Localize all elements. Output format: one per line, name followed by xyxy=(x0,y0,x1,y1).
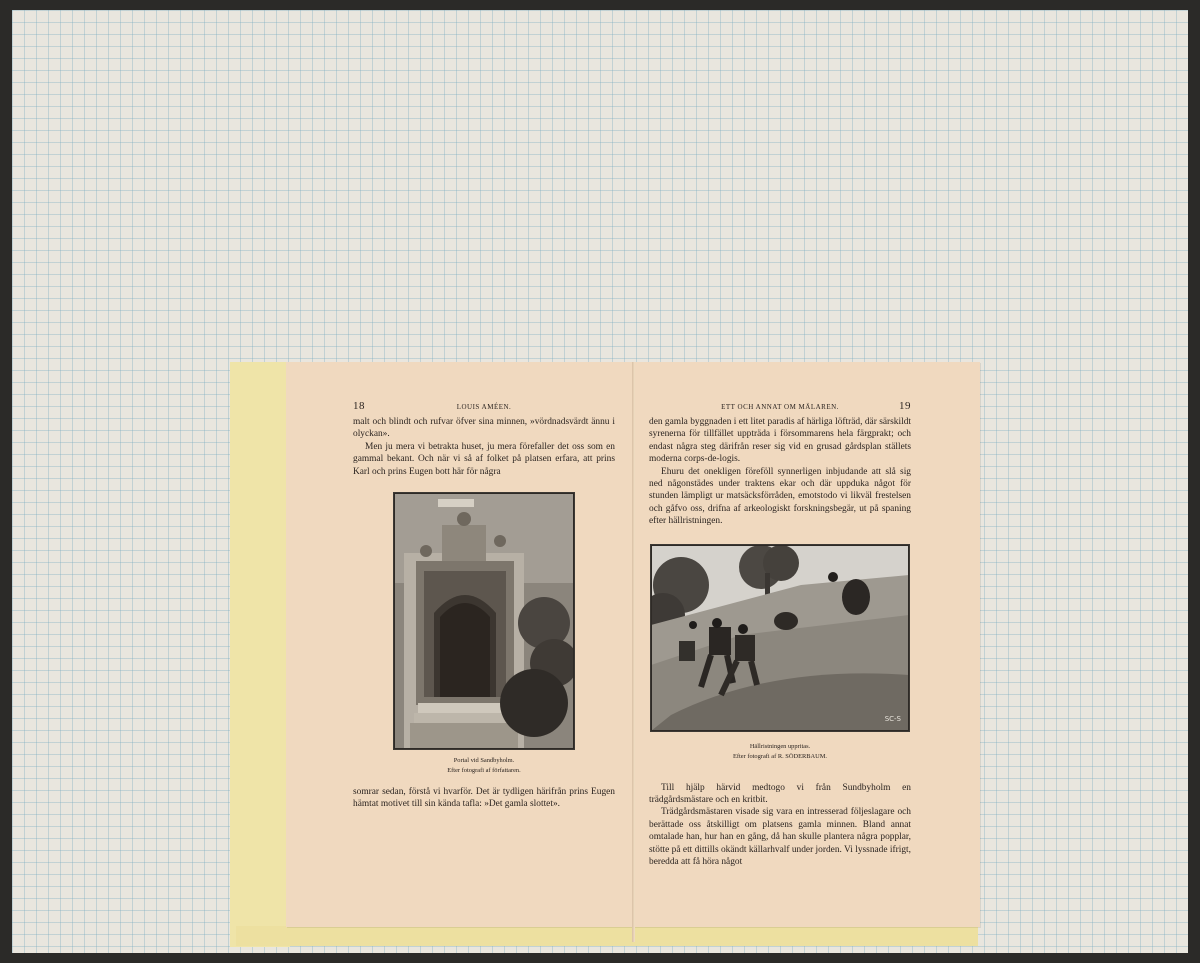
running-head: LOUIS AMÉEN. xyxy=(456,403,512,411)
right-page-header xyxy=(649,400,911,416)
caption-title: Portal vid Sandbyholm. xyxy=(453,757,515,765)
paragraph: Ehuru det onekligen föreföll synnerligen inbjudande att slå sig ned någonstädes under traktens ekar och där uppduka något för stunden lämpligt ur matsäcksförråden, emotstodo vi likväl frestelsen och gåfvo oss, drifna af arkeologiskt forskningsbegär, ut på spaning efter hällristningen. xyxy=(649,466,911,527)
caption-credit: Efter fotografi af författaren. xyxy=(447,767,521,775)
page-fold xyxy=(632,362,635,942)
photographer-signature: SC-S xyxy=(884,715,901,724)
paragraph: Trädgårdsmästaren visade sig vara en intresserad följeslagare och berättade oss åtskilligt om platsens gamla minnen. Bland annat omtalade han, hur han en gång, då han skulle plantera några popplar, stötte på ett dittills okändt källarhvalf under jorden. Vi lyssnade ifrigt, beredda att få höra något xyxy=(649,807,911,868)
caption-credit: Efter fotografi af R. SÖDERBAUM. xyxy=(732,752,828,760)
paragraph: den gamla byggnaden i ett litet paradis af härliga löfträd, där särskildt syrenerna för tillfället uppträda i försommarens hela färgprakt; och endast några steg därifrån reser sig vid en grusad gårdsplan ställets moderna corps-de-logis. xyxy=(649,417,911,465)
rock-carving-photo-illustration xyxy=(651,545,909,731)
photo-rock-carving xyxy=(650,544,910,732)
right-page xyxy=(649,400,911,869)
photo-portal xyxy=(393,492,575,750)
paragraph: malt och blindt och rufvar öfver sina minnen, »vördnadsvärdt ännu i olyckan». xyxy=(353,417,615,440)
mounting-strip-bottom xyxy=(236,926,978,946)
page-number: 19 xyxy=(898,400,911,412)
figure-caption xyxy=(649,742,911,762)
mounting-strip xyxy=(230,362,290,947)
portal-photo-illustration xyxy=(394,493,574,749)
left-page xyxy=(353,400,615,811)
paragraph: somrar sedan, förstå vi hvarför. Det är tydligen härifrån prins Eugen hämtat motivet till sin kända tafla: »Det gamla slottet». xyxy=(353,787,615,810)
page-number: 18 xyxy=(353,400,365,412)
paragraph: Men ju mera vi betrakta huset, ju mera förefaller det oss som en gammal bekant. Och när vi så af folket på platsen erfara, att prins Karl och prins Eugen bott här för några xyxy=(353,441,615,477)
caption-title: Hällristningen uppritas. xyxy=(749,742,811,750)
paragraph: Till hjälp härvid medtogo vi från Sundbyholm en trädgårdsmästare och en kritbit. xyxy=(649,782,911,806)
running-head: ETT OCH ANNAT OM MÄLAREN. xyxy=(721,403,839,411)
figure-caption xyxy=(353,756,615,776)
left-page-header xyxy=(353,400,615,416)
